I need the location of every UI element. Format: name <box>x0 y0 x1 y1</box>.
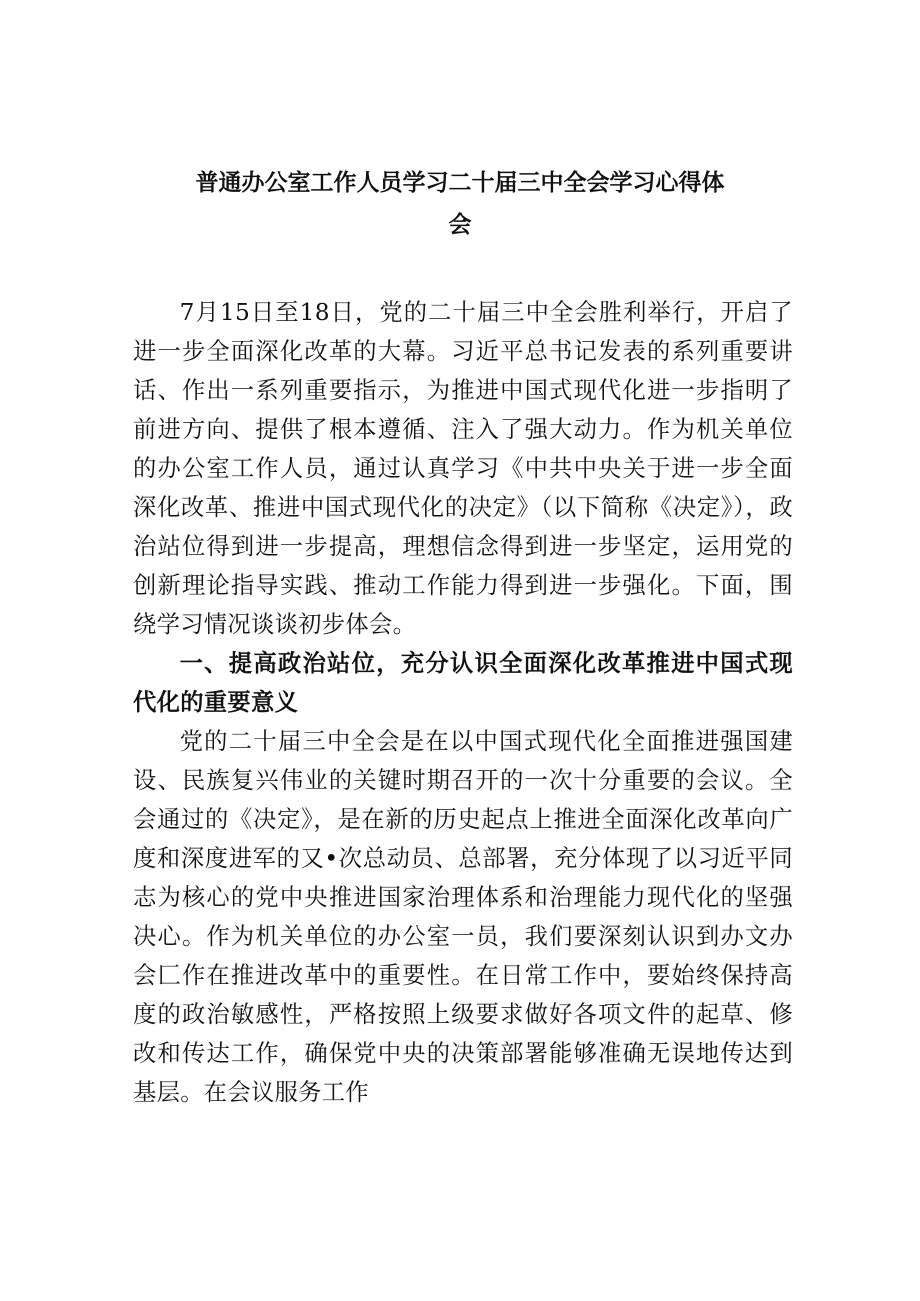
document-title <box>150 162 770 246</box>
section-heading-1: 一、提高政治站位，充分认识全面深化改革推进中国式现代化的重要意义 <box>133 650 793 716</box>
document-body <box>133 293 793 1112</box>
title-line-1: 普通办公室工作人员学习二十届三中全会学习心得体 <box>195 169 725 196</box>
title-line-2: 会 <box>448 211 472 238</box>
paragraph-intro: 7月15日至18日，党的二十届三中全会胜利举行，开启了进一步全面深化改革的大幕。习近平总书记发表的系列重要讲话、作出一系列重要指示，为推进中国式现代化进一步指明了前进方向、提供了根本遵循、注入了强大动力。作为机关单位的办公室工作人员，通过认真学习《中共中央关于进一步全面深化改革、推进中国式现代化的决定》（以下简称《决定》），政治站位得到进一步提高，理想信念得到进一步坚定，运用党的创新理论指导实践、推动工作能力得到进一步强化。下面，围绕学习情况谈谈初步体会。 <box>133 299 793 638</box>
paragraph-section-1: 党的二十届三中全会是在以中国式现代化全面推进强国建设、民族复兴伟业的关键时期召开的一次十分重要的会议。全会通过的《决定》，是在新的历史起点上推进全面深化改革向广度和深度进军的又•次总动员、总部署，充分体现了以习近平同志为核心的党中央推进国家治理体系和治理能力现代化的坚强决心。作为机关单位的办公室一员，我们要深刻认识到办文办会匚作在推进改革中的重要性。在日常工作中，要始终保持高度的政治敏感性，严格按照上级要求做好各项文件的起草、修改和传达工作，确保党中央的决策部署能够准确无误地传达到基层。在会议服务工作 <box>133 728 793 1106</box>
